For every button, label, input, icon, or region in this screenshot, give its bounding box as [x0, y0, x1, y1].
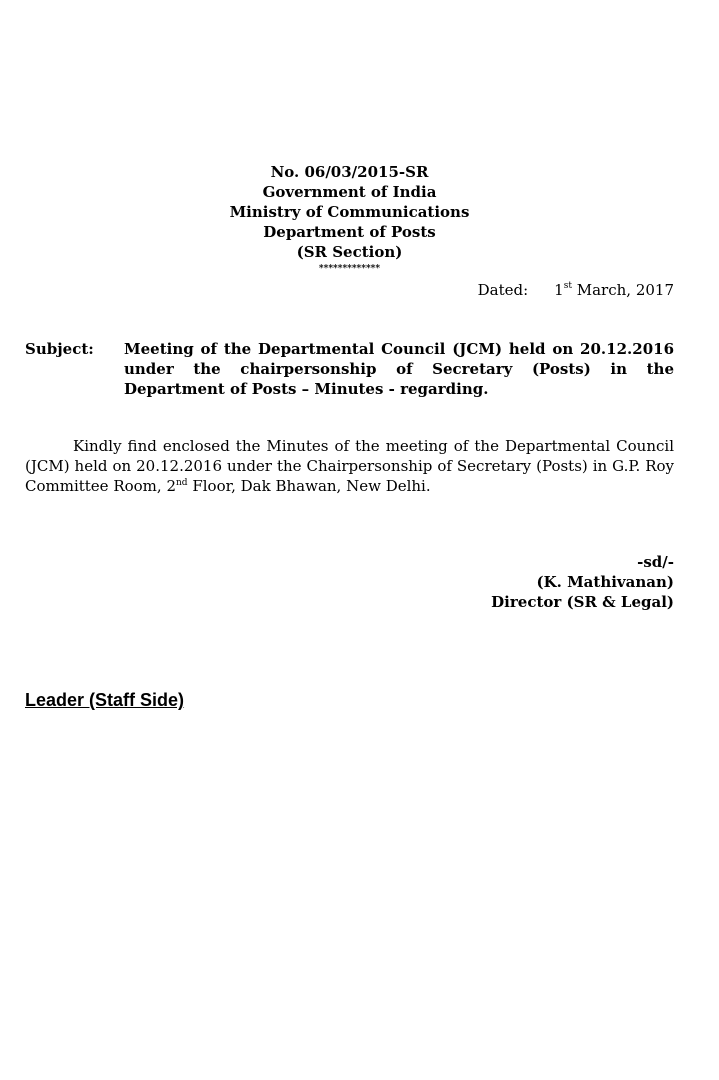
- body-text-part1: Kindly find enclosed the Minutes of the meeting of the Departmental Council (JCM) held on 20.12.2016 under the Chairpersonship of Secretary (Posts) in G.P. Roy Committee Room, 2: [25, 437, 674, 495]
- letter-header: [0, 162, 699, 275]
- body-paragraph: [25, 436, 674, 496]
- signature-sd: -sd/-: [637, 553, 674, 571]
- body-text-part2: Floor, Dak Bhawan, New Delhi.: [187, 477, 431, 495]
- section-name: (SR Section): [296, 243, 403, 261]
- date-day: 1: [554, 281, 564, 299]
- date-day-suffix: st: [563, 281, 572, 291]
- addressee-heading: Leader (Staff Side): [25, 690, 185, 710]
- date-month-year: March, 2017: [576, 281, 674, 299]
- subject-label: Subject:: [25, 340, 94, 358]
- government-name: Government of India: [262, 183, 437, 201]
- department-name: Department of Posts: [263, 223, 436, 241]
- floor-suffix: nd: [176, 478, 188, 488]
- subject-text: Meeting of the Departmental Council (JCM) held on 20.12.2016 under the chairpersonship of Secretary (Posts) in the Department of Posts – Minutes - regarding.: [124, 340, 674, 398]
- date-label: Dated:: [477, 281, 529, 299]
- signature-block: [374, 552, 674, 612]
- subject-block: [25, 339, 674, 399]
- ministry-name: Ministry of Communications: [229, 203, 470, 221]
- file-number: No. 06/03/2015-SR: [270, 163, 429, 181]
- signatory-name: (K. Mathivanan): [536, 573, 674, 591]
- signatory-designation: Director (SR & Legal): [491, 593, 674, 611]
- date-line: [478, 281, 674, 299]
- header-separator: *************: [318, 264, 381, 274]
